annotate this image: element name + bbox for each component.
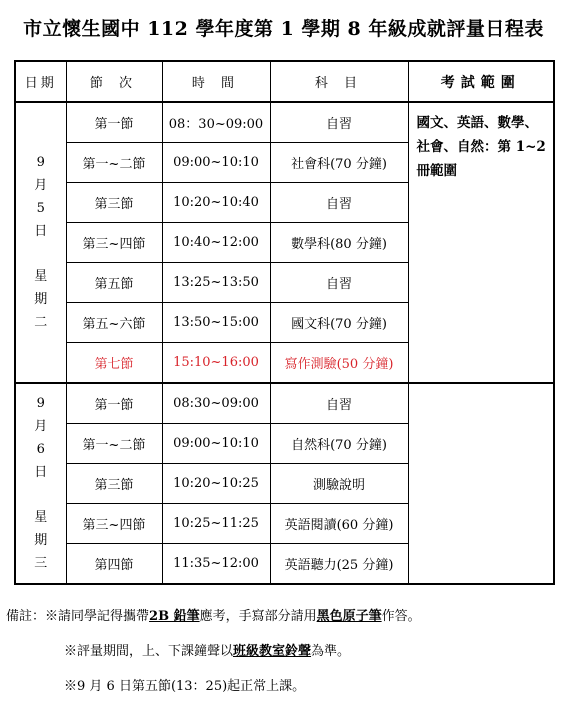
exam-range-cell-day2 <box>408 383 554 584</box>
subject-cell: 社會科(70 分鐘) <box>270 143 408 183</box>
subject-cell: 國文科(70 分鐘) <box>270 303 408 343</box>
period-cell: 第一節 <box>66 102 162 143</box>
period-cell: 第三~四節 <box>66 223 162 263</box>
notes-section <box>6 607 561 712</box>
header-date: 日期 <box>15 61 66 102</box>
schedule-table <box>14 60 555 585</box>
note-line-3: ※9 月 6 日第五節(13：25)起正常上課。 <box>64 679 306 694</box>
subject-cell: 數學科(80 分鐘) <box>270 223 408 263</box>
time-cell: 08：30~09:00 <box>162 102 270 143</box>
time-cell: 10:40~12:00 <box>162 223 270 263</box>
time-cell: 10:20~10:40 <box>162 183 270 223</box>
time-cell: 09:00~10:10 <box>162 143 270 183</box>
exam-range-cell: 國文、英語、數學、社會、自然：第 1~2 冊範圍 <box>408 102 554 383</box>
period-cell: 第一~二節 <box>66 143 162 183</box>
header-time: 時 間 <box>162 61 270 102</box>
note-text: 應考，手寫部分請用 <box>199 609 317 624</box>
date-char: 5 <box>36 201 45 216</box>
period-cell: 第五~六節 <box>66 303 162 343</box>
subject-cell: 自習 <box>270 263 408 303</box>
date-char: 日 <box>34 465 48 480</box>
date-char: 月 <box>34 419 48 434</box>
subject-cell: 測驗說明 <box>270 464 408 504</box>
note-text: ※評量期間，上、下課鐘聲以 <box>64 644 234 659</box>
period-cell: 第一~二節 <box>66 424 162 464</box>
period-cell: 第四節 <box>66 544 162 585</box>
date-char: 9 <box>36 396 45 411</box>
period-cell: 第三節 <box>66 464 162 504</box>
table-row <box>15 383 554 424</box>
note-emphasis: 班級教室鈴聲 <box>233 644 312 659</box>
date-char: 月 <box>34 178 48 193</box>
subject-cell: 英語聽力(25 分鐘) <box>270 544 408 585</box>
subject-cell: 英語閱讀(60 分鐘) <box>270 504 408 544</box>
note-text: 作答。 <box>381 609 421 624</box>
time-cell: 09:00~10:10 <box>162 424 270 464</box>
note-text: 為準。 <box>311 644 351 659</box>
note-line-2 <box>6 642 561 677</box>
time-cell: 15:10~16:00 <box>162 343 270 384</box>
notes-label: 備註： <box>6 609 46 624</box>
time-cell: 13:25~13:50 <box>162 263 270 303</box>
page-title: 市立懷生國中 112 學年度第 1 學期 8 年級成就評量日程表 <box>23 18 544 40</box>
time-cell: 10:25~11:25 <box>162 504 270 544</box>
date-char: 三 <box>34 556 48 571</box>
date-char: 期 <box>34 292 48 307</box>
date-char: 日 <box>34 224 48 239</box>
header-subject: 科 目 <box>270 61 408 102</box>
date-char: 星 <box>34 269 48 284</box>
date-cell-day1 <box>15 102 66 383</box>
period-cell: 第三~四節 <box>66 504 162 544</box>
date-gap <box>16 243 66 265</box>
subject-cell: 自習 <box>270 183 408 223</box>
table-row <box>15 102 554 143</box>
date-gap <box>16 484 66 506</box>
header-row <box>15 61 554 102</box>
period-cell: 第一節 <box>66 383 162 424</box>
subject-cell: 自習 <box>270 102 408 143</box>
time-cell: 08:30~09:00 <box>162 383 270 424</box>
period-cell: 第七節 <box>66 343 162 384</box>
note-text: ※請同學記得攜帶 <box>45 609 150 624</box>
subject-cell: 寫作測驗(50 分鐘) <box>270 343 408 384</box>
subject-cell: 自習 <box>270 383 408 424</box>
note-emphasis: 2B 鉛筆 <box>149 609 200 624</box>
time-cell: 10:20~10:25 <box>162 464 270 504</box>
time-cell: 11:35~12:00 <box>162 544 270 585</box>
date-char: 期 <box>34 533 48 548</box>
subject-cell: 自然科(70 分鐘) <box>270 424 408 464</box>
note-emphasis: 黑色原子筆 <box>316 609 382 624</box>
date-char: 6 <box>36 442 45 457</box>
date-char: 9 <box>36 155 45 170</box>
header-exam-range: 考試範圍 <box>408 61 554 102</box>
period-cell: 第三節 <box>66 183 162 223</box>
header-period: 節 次 <box>66 61 162 102</box>
date-char: 二 <box>34 315 48 330</box>
period-cell: 第五節 <box>66 263 162 303</box>
note-line-1 <box>6 607 561 642</box>
time-cell: 13:50~15:00 <box>162 303 270 343</box>
date-char: 星 <box>34 510 48 525</box>
date-cell-day2 <box>15 383 66 584</box>
